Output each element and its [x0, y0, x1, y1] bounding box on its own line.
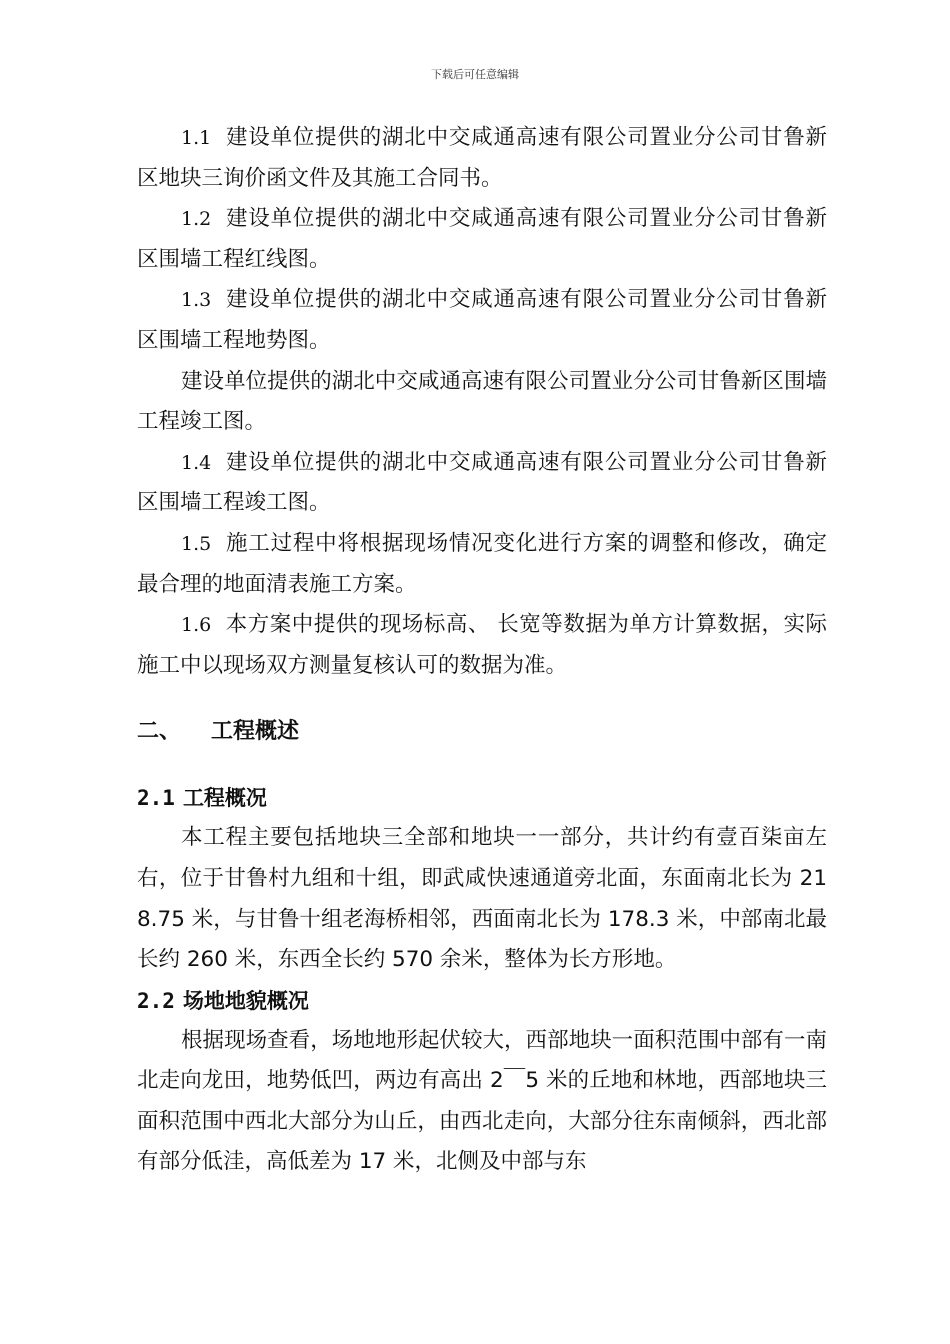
spacer	[137, 686, 827, 712]
list-item	[137, 199, 827, 280]
subsection-title: 场地地貌概况	[182, 988, 309, 1013]
paragraph: 本工程主要包括地块三全部和地块一一部分，共计约有壹百柒亩左右，位于甘鲁村九组和十组，即武咸快速通道旁北面，东面南北长为 218.75 米，与甘鲁十组老海桥相邻，西面南北长为 178.3 米，中部南北最长约 260 米，东西全长约 570 余米，整体为长方形地。	[137, 825, 827, 973]
paragraph: 根据现场查看，场地地形起伏较大，西部地块一面积范围中部有一南北走向龙田，地势低凹，两边有高出 2￣5 米的丘地和林地，西部地块三面积范围中西北大部分为山丘，由西北走向，大部分往东南倾斜，西北部有部分低洼，高低差为 17 米，北侧及中部与东	[137, 1027, 827, 1175]
item-text: 建设单位提供的湖北中交咸通高速有限公司置业分公司甘鲁新区围墙工程地势图。	[137, 287, 827, 353]
subsection-title: 工程概况	[182, 786, 267, 811]
item-number: 1.6	[181, 614, 212, 637]
item-text: 建设单位提供的湖北中交咸通高速有限公司置业分公司甘鲁新区围墙工程红线图。	[137, 206, 827, 272]
list-item	[137, 443, 827, 524]
subsection-number: 2.2	[137, 988, 175, 1013]
spacer	[137, 752, 827, 778]
list-item	[137, 362, 827, 443]
item-text: 建设单位提供的湖北中交咸通高速有限公司置业分公司甘鲁新区围墙工程竣工图。	[137, 449, 827, 516]
section-heading	[137, 712, 827, 752]
item-text: 施工过程中将根据现场情况变化进行方案的调整和修改，确定最合理的地面清表施工方案。	[137, 530, 827, 597]
item-text: 本方案中提供的现场标高、 长宽等数据为单方计算数据，实际施工中以现场双方测量复核认可的数据为准。	[137, 612, 827, 678]
item-number: 1.1	[181, 127, 212, 149]
subsection-heading	[137, 981, 827, 1021]
list-item	[137, 118, 827, 199]
subsection-number: 2.1	[137, 786, 175, 811]
item-number: 1.2	[181, 208, 212, 231]
item-text: 建设单位提供的湖北中交咸通高速有限公司置业分公司甘鲁新区围墙工程竣工图。	[137, 368, 827, 435]
section-number: 二、	[137, 719, 182, 745]
header-note: 下载后可任意编辑	[431, 68, 519, 81]
document-body	[137, 118, 827, 1183]
item-text: 建设单位提供的湖北中交咸通高速有限公司置业分公司甘鲁新区地块三询价函文件及其施工合同书。	[137, 125, 827, 191]
section-title: 工程概述	[211, 719, 300, 745]
item-number: 1.3	[181, 289, 212, 312]
list-item	[137, 524, 827, 605]
list-item	[137, 605, 827, 686]
item-number: 1.4	[181, 451, 212, 474]
list-item	[137, 280, 827, 361]
item-number: 1.5	[181, 532, 212, 555]
subsection-heading	[137, 778, 827, 818]
